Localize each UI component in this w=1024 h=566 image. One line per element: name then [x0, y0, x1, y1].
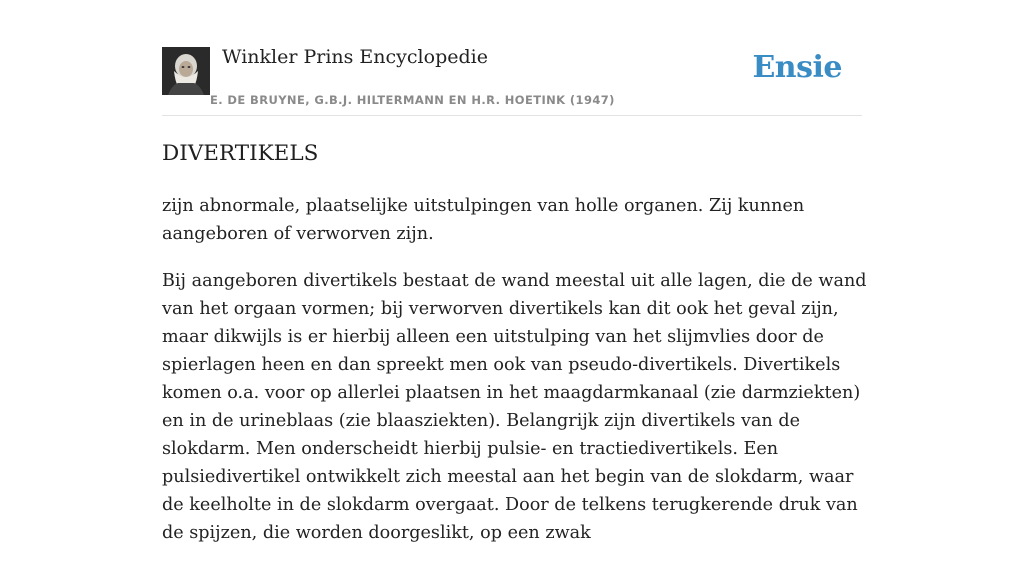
book-authors: E. DE BRUYNE, G.B.J. HILTERMANN EN H.R. HOETINK (1947) [210, 93, 615, 107]
entry-paragraph: Bij aangeboren divertikels bestaat de wand meestal uit alle lagen, die de wand van het orgaan vormen; bij verworven divertikels kan dit ook het geval zijn, maar dikwijls is er hierbij alleen een uitstulping van het slijmvlies door de spierlagen heen en dan spreekt men ook van pseudo-divertikels. Divertikels komen o.a. voor op allerlei plaatsen in het maagdarmkanaal (zie darmziekten) en in de urineblaas (zie blaasziekten). Belangrijk zijn divertikels van de slokdarm. Men onderscheidt hierbij pulsie- en tractiedivertikels. Een pulsiedivertikel ontwikkelt zich meestal aan het begin van de slokdarm, waar de keelholte in de slokdarm overgaat. Door de telkens terugkerende druk van de spijzen, die worden doorgeslikt, op een zwak [162, 271, 867, 543]
entry-body [162, 192, 872, 566]
ensie-logo[interactable]: Ensie [752, 50, 842, 85]
page-header [162, 40, 862, 116]
author-avatar[interactable] [162, 47, 210, 95]
entry-paragraph: zijn abnormale, plaatselijke uitstulpingen van holle organen. Zij kunnen aangeboren of verworven zijn. [162, 196, 805, 244]
portrait-photo-icon [162, 47, 210, 95]
book-title[interactable]: Winkler Prins Encyclopedie [222, 46, 488, 68]
entry-title: DIVERTIKELS [162, 141, 319, 166]
